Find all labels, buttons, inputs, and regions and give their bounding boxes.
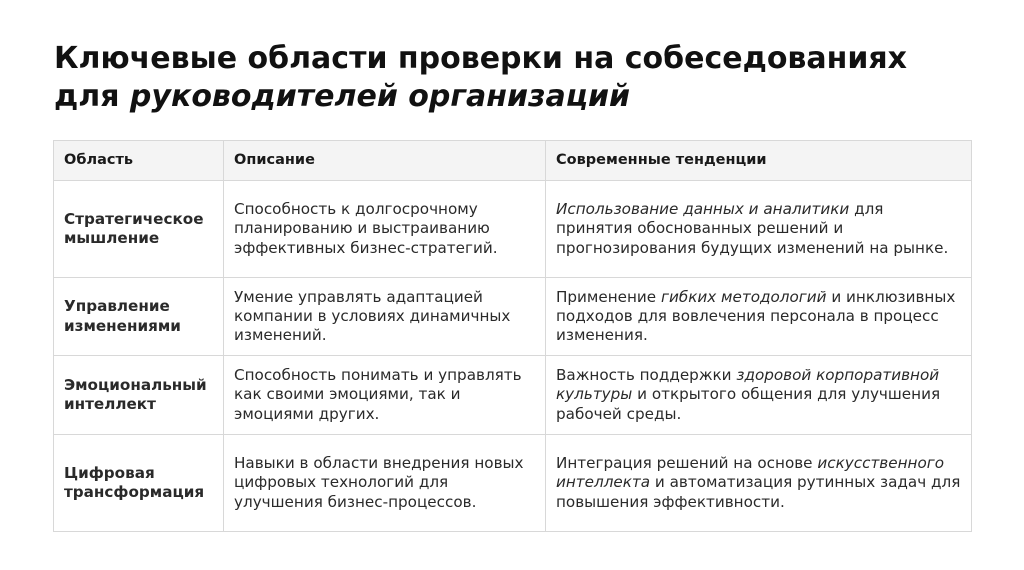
- table-row: [54, 278, 972, 356]
- trend-cell: [546, 435, 972, 532]
- competency-table: [53, 140, 972, 532]
- trend-emphasis: здоровой корпоративной культуры: [556, 366, 940, 404]
- table-row: [54, 181, 972, 278]
- table-header-row: [54, 141, 972, 181]
- area-cell: Эмоциональный интеллект: [54, 356, 224, 435]
- table-row: [54, 356, 972, 435]
- description-cell: Навыки в области внедрения новых цифровых технологий для улучшения бизнес-процессов.: [224, 435, 546, 532]
- column-header-description: Описание: [224, 141, 546, 181]
- description-cell: Способность понимать и управлять как своими эмоциями, так и эмоциями других.: [224, 356, 546, 435]
- description-cell: Умение управлять адаптацией компании в условиях динамичных изменений.: [224, 278, 546, 356]
- area-cell: Цифровая трансформация: [54, 435, 224, 532]
- area-cell: Управление изменениями: [54, 278, 224, 356]
- trend-cell: [546, 181, 972, 278]
- trend-text: Важность поддержки: [556, 366, 737, 385]
- trend-emphasis: искусственного интеллекта: [556, 454, 945, 492]
- trend-emphasis: Использование данных и аналитики: [556, 200, 850, 219]
- trend-cell: [546, 278, 972, 356]
- table-row: [54, 435, 972, 532]
- area-cell: Стратегическое мышление: [54, 181, 224, 278]
- column-header-trends: Современные тенденции: [546, 141, 972, 181]
- trend-text: и инклюзивных подходов для вовлечения персонала в процесс изменения.: [556, 287, 956, 345]
- page-title: [54, 40, 994, 116]
- title-line-2-prefix: для: [54, 79, 130, 114]
- title-line-1: Ключевые области проверки на собеседованиях: [54, 41, 908, 76]
- trend-text: и открытого общения для улучшения рабочей среды.: [556, 385, 941, 423]
- trend-text: и автоматизация рутинных задач для повышения эффективности.: [556, 473, 961, 511]
- trend-emphasis: гибких методологий: [660, 287, 827, 306]
- description-cell: Способность к долгосрочному планированию и выстраиванию эффективных бизнес-стратегий.: [224, 181, 546, 278]
- title-line-2-italic: руководителей организаций: [129, 79, 630, 114]
- trend-text: Применение: [556, 287, 661, 306]
- trend-text: Интеграция решений на основе: [556, 454, 818, 473]
- trend-text: для принятия обоснованных решений и прогнозирования будущих изменений на рынке.: [556, 200, 949, 257]
- trend-cell: [546, 356, 972, 435]
- column-header-area: Область: [54, 141, 224, 181]
